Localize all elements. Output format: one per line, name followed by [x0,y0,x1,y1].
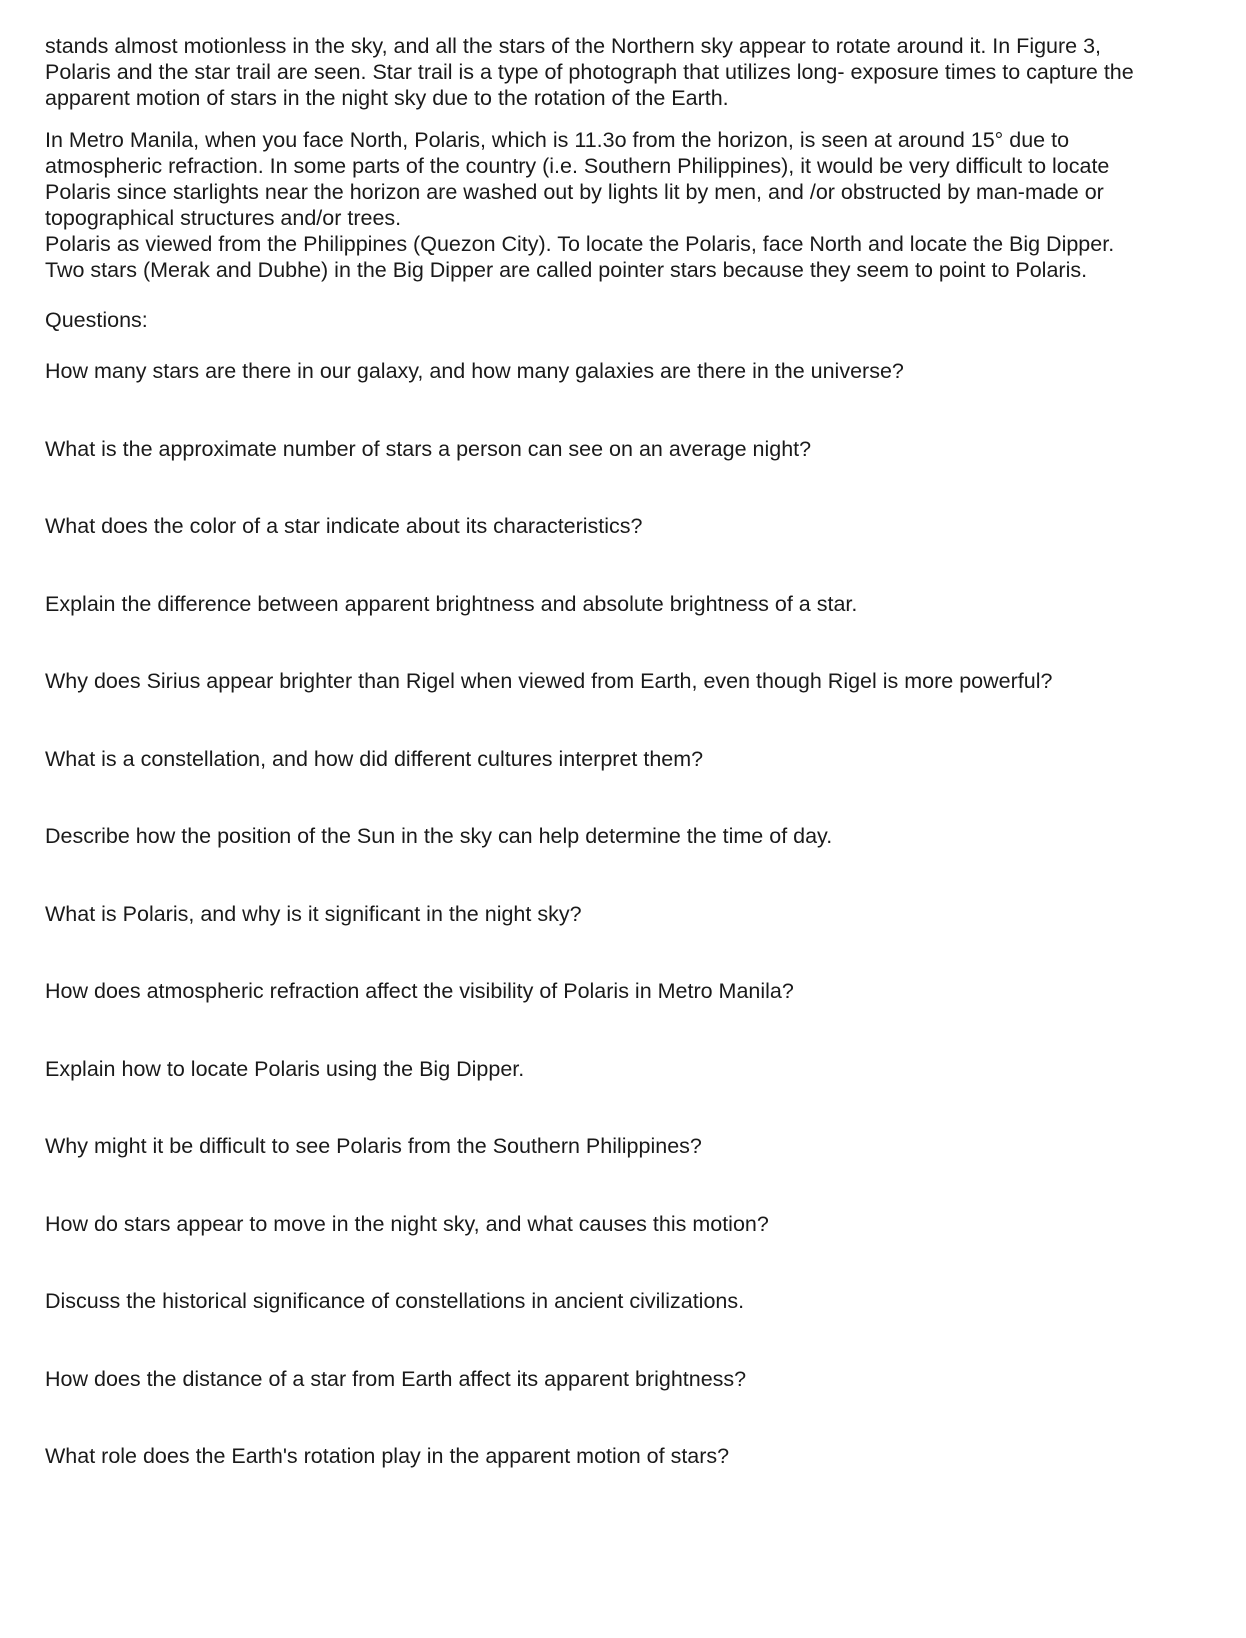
question-item: What is a constellation, and how did different cultures interpret them? [45,746,704,771]
question-item: What does the color of a star indicate about its characteristics? [45,514,643,538]
questions-list [45,358,1215,1469]
intro-paragraph-star-trail: stands almost motionless in the sky, and all the stars of the Northern sky appear to rotate around it. In Figure 3, Polaris and the star trail are seen. Star trail is a type of photograph that utilizes long- exposure times to capture the apparent motion of stars in the night sky due to the rotation of the Earth. [45,34,1134,110]
question-item: How does the distance of a star from Earth affect its apparent brightness? [45,1366,747,1391]
question-item: Why might it be difficult to see Polaris from the Southern Philippines? [45,1134,702,1158]
question-item: How do stars appear to move in the night sky, and what causes this motion? [45,1211,769,1236]
question-item: What role does the Earth's rotation play in the apparent motion of stars? [45,1444,730,1468]
question-item: Explain the difference between apparent brightness and absolute brightness of a star. [45,591,858,616]
paragraph-locate-polaris: Polaris as viewed from the Philippines (Quezon City). To locate the Polaris, face North and locate the Big Dipper. Two stars (Merak and Dubhe) in the Big Dipper are called pointer stars because they seem to point to Polaris. [45,232,1115,282]
question-item: How does atmospheric refraction affect the visibility of Polaris in Metro Manila? [45,979,794,1003]
paragraph-metro-manila: In Metro Manila, when you face North, Polaris, which is 11.3o from the horizon, is seen at around 15° due to atmospheric refraction. In some parts of the country (i.e. Southern Philippines), it would be very difficult to locate Polaris since starlights near the horizon are washed out by lights lit by men, and /or obstructed by man-made or topographical structures and/or trees. [45,128,1110,230]
questions-heading: Questions: [45,308,148,332]
question-item: What is the approximate number of stars a person can see on an average night? [45,436,812,461]
question-item: Discuss the historical significance of constellations in ancient civilizations. [45,1289,745,1313]
document-page [45,33,1215,1469]
question-item: Why does Sirius appear brighter than Rigel when viewed from Earth, even though Rigel is more powerful? [45,669,1053,693]
question-item: How many stars are there in our galaxy, and how many galaxies are there in the universe? [45,359,904,383]
question-item: Describe how the position of the Sun in the sky can help determine the time of day. [45,824,833,848]
question-item: What is Polaris, and why is it significant in the night sky? [45,901,582,926]
question-item: Explain how to locate Polaris using the Big Dipper. [45,1056,525,1081]
